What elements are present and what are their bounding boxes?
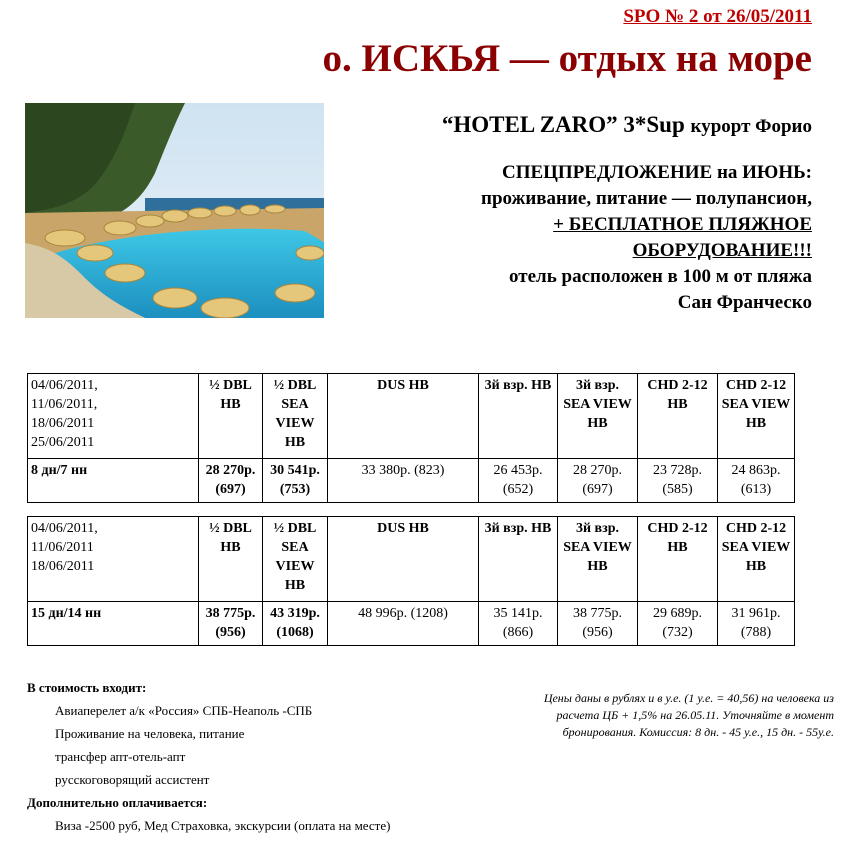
price-eur: (585) bbox=[662, 482, 693, 497]
column-header: DUS HB bbox=[328, 517, 479, 602]
price-rub: 30 541р. bbox=[270, 463, 320, 478]
price-rub: 28 270р. bbox=[205, 463, 256, 478]
price-eur: (1068) bbox=[276, 625, 314, 640]
note-line: бронирования. Комиссия: 8 дн. - 45 у.е., 15 дн. - 55у.е. bbox=[562, 725, 834, 739]
price-eur: (788) bbox=[740, 625, 772, 640]
special-offer bbox=[382, 160, 812, 316]
price-cell bbox=[263, 459, 328, 503]
column-header: CHD 2-12 SEA VIEW HB bbox=[718, 517, 795, 602]
column-header: ½ DBL HB bbox=[199, 374, 263, 459]
price-cell bbox=[558, 459, 638, 503]
price-eur: (613) bbox=[740, 482, 772, 497]
hotel-name: “HOTEL ZARO” 3*Sup bbox=[441, 112, 685, 137]
included-item: Авиаперелет а/к «Россия» СПБ-Неаполь -СПБ bbox=[55, 703, 313, 718]
price-cell bbox=[718, 602, 795, 646]
offer-line: Сан Франческо bbox=[677, 292, 812, 313]
column-header: CHD 2-12 SEA VIEW HB bbox=[718, 374, 795, 459]
included-item: Проживание на человека, питание bbox=[55, 726, 245, 741]
date: 04/06/2011, bbox=[31, 378, 98, 393]
price-rub: 31 961р. bbox=[731, 606, 781, 621]
price-eur: (753) bbox=[279, 482, 311, 497]
spo-number: SPO № 2 от 26/05/2011 bbox=[623, 6, 812, 27]
date: 11/06/2011 bbox=[31, 540, 94, 555]
offer-line: СПЕЦПРЕДЛОЖЕНИЕ на ИЮНЬ: bbox=[501, 162, 812, 183]
note-line: расчета ЦБ + 1,5% на 26.05.11. Уточняйте в момент bbox=[556, 708, 834, 722]
price-cell bbox=[479, 602, 558, 646]
column-header: 3й взр. SEA VIEW HB bbox=[558, 374, 638, 459]
dates-cell bbox=[28, 374, 199, 459]
price-eur: (866) bbox=[502, 625, 534, 640]
column-header: ½ DBL SEA VIEW HB bbox=[263, 374, 328, 459]
date: 04/06/2011, bbox=[31, 521, 98, 536]
price-rub: 24 863р. bbox=[731, 463, 781, 478]
price-rub: 38 775р. bbox=[205, 606, 256, 621]
price-rub: 28 270р. bbox=[573, 463, 622, 478]
column-header: DUS HB bbox=[328, 374, 479, 459]
price-rub: 33 380р. (823) bbox=[361, 463, 445, 478]
price-note bbox=[504, 690, 834, 741]
price-eur: (652) bbox=[502, 482, 534, 497]
price-rub: 29 689р. bbox=[653, 606, 702, 621]
price-eur: (956) bbox=[582, 625, 613, 640]
offer-line: проживание, питание — полупансион, bbox=[481, 188, 812, 209]
price-table-8-days bbox=[27, 373, 795, 503]
price-rub: 38 775р. bbox=[573, 606, 622, 621]
date: 18/06/2011 bbox=[31, 559, 95, 574]
price-eur: (697) bbox=[215, 482, 246, 497]
price-eur: (732) bbox=[662, 625, 693, 640]
price-cell bbox=[263, 602, 328, 646]
offer-line: ОБОРУДОВАНИЕ!!! bbox=[632, 240, 812, 261]
date: 25/06/2011 bbox=[31, 435, 95, 450]
date: 18/06/2011 bbox=[31, 416, 95, 431]
price-table-15-days bbox=[27, 516, 795, 646]
column-header: CHD 2-12 HB bbox=[638, 374, 718, 459]
price-rub: 26 453р. bbox=[493, 463, 543, 478]
extra-item: Виза -2500 руб, Мед Страховка, экскурсии (оплата на месте) bbox=[55, 818, 391, 833]
price-cell bbox=[479, 459, 558, 503]
offer-line: + БЕСПЛАТНОЕ ПЛЯЖНОЕ bbox=[553, 214, 812, 235]
price-cell bbox=[638, 602, 718, 646]
price-cell bbox=[328, 459, 479, 503]
price-cell bbox=[718, 459, 795, 503]
hotel-resort: курорт Форио bbox=[690, 116, 812, 137]
price-rub: 43 319р. bbox=[270, 606, 320, 621]
included-item: русскоговорящий ассистент bbox=[55, 772, 210, 787]
included-heading: В стоимость входит: bbox=[27, 680, 147, 695]
price-rub: 48 996р. (1208) bbox=[358, 606, 448, 621]
hotel-title bbox=[442, 112, 812, 138]
price-eur: (956) bbox=[215, 625, 246, 640]
date: 11/06/2011, bbox=[31, 397, 98, 412]
column-header: 3й взр. HB bbox=[479, 517, 558, 602]
price-cell bbox=[199, 602, 263, 646]
column-header: CHD 2-12 HB bbox=[638, 517, 718, 602]
included-section bbox=[27, 676, 390, 837]
duration-cell: 8 дн/7 нн bbox=[28, 459, 199, 503]
hotel-photo bbox=[25, 103, 324, 318]
note-line: Цены даны в рублях и в у.е. (1 у.е. = 40,56) на человека из bbox=[543, 691, 834, 705]
column-header: 3й взр. HB bbox=[479, 374, 558, 459]
dates-cell bbox=[28, 517, 199, 602]
price-cell bbox=[558, 602, 638, 646]
column-header: ½ DBL SEA VIEW HB bbox=[263, 517, 328, 602]
offer-line: отель расположен в 100 м от пляжа bbox=[509, 266, 812, 287]
included-item: трансфер апт-отель-апт bbox=[55, 749, 186, 764]
price-cell bbox=[199, 459, 263, 503]
extra-heading: Дополнительно оплачивается: bbox=[27, 795, 208, 810]
page-title: о. ИСКЬЯ — отдых на море bbox=[322, 37, 812, 80]
price-cell bbox=[638, 459, 718, 503]
column-header: 3й взр. SEA VIEW HB bbox=[558, 517, 638, 602]
column-header: ½ DBL HB bbox=[199, 517, 263, 602]
duration-cell: 15 дн/14 нн bbox=[28, 602, 199, 646]
price-eur: (697) bbox=[582, 482, 613, 497]
price-cell bbox=[328, 602, 479, 646]
price-rub: 35 141р. bbox=[493, 606, 543, 621]
price-rub: 23 728р. bbox=[653, 463, 702, 478]
